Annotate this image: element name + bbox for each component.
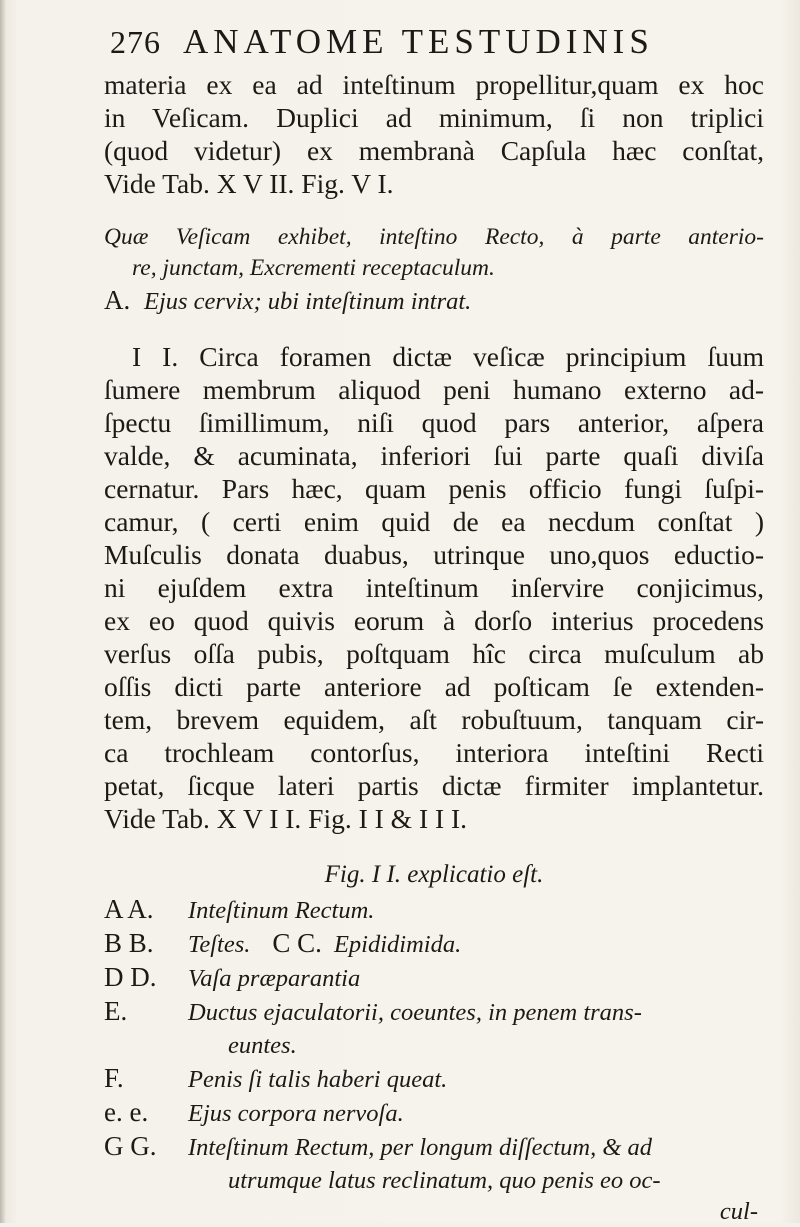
paragraph-continuation xyxy=(104,68,764,200)
text-line: Vide Tab. X V II. Fig. V I. xyxy=(104,168,394,199)
legend-entry xyxy=(104,995,764,1029)
text-line: Vide Tab. X V I I. Fig. I I & I I I. xyxy=(104,803,468,834)
text-line: ſpectu ſimillimum, niſi quod pars anterior, aſpera xyxy=(104,407,764,438)
legend-text: Teſtes. xyxy=(188,931,251,958)
text-line: camur, ( certi enim quid de ea necdum conſtat ) xyxy=(104,506,764,537)
legend-key: e. e. xyxy=(104,1097,149,1127)
paragraph-ii xyxy=(104,340,764,835)
text-line: materia ex ea ad inteſtinum propellitur,quam ex hoc xyxy=(104,69,764,100)
legend-text: Epididimida. xyxy=(333,931,462,958)
legend-text: Inteſtinum Rectum, per longum diſſectum, & ad xyxy=(188,1134,653,1161)
text-line: valde, & acuminata, inferiori ſui parte quaſi diviſa xyxy=(104,440,764,471)
text-line: I I. Circa foramen dictæ veſicæ principium ſuum xyxy=(132,341,764,372)
legend-entry xyxy=(104,961,764,995)
legend-key: E. xyxy=(104,996,128,1026)
page-body xyxy=(104,68,764,1227)
legend-text: Inteſtinum Rectum. xyxy=(188,897,375,924)
text-line: (quod videtur) ex membranà Capſula hæc conſtat, xyxy=(104,135,764,166)
legend-entry xyxy=(104,284,764,318)
legend-key: C C. xyxy=(272,928,322,958)
caption-line: re, junctam, Excrementi receptaculum. xyxy=(132,255,495,281)
legend-entry xyxy=(104,927,764,961)
text-line: oſſis dicti parte anteriore ad poſticam ſe extenden- xyxy=(104,671,764,702)
legend-text: Vaſa præparantia xyxy=(188,965,361,992)
legend-text: Penis ſi talis haberi queat. xyxy=(188,1066,448,1093)
text-line: tem, brevem equidem, aſt robuſtuum, tanquam cir- xyxy=(104,704,764,735)
text-line: Muſculis donata duabus, utrinque uno,quos eductio- xyxy=(104,539,764,570)
legend-key: F. xyxy=(104,1063,124,1093)
caption-line: Quæ Veſicam exhibet, inteſtino Recto, à parte anterio- xyxy=(104,224,764,250)
text-line: ni ejuſdem extra inteſtinum inſervire conjicimus, xyxy=(104,572,764,603)
legend-entry xyxy=(104,1130,764,1164)
running-title: ANATOME TESTUDINIS xyxy=(183,22,654,61)
page-number: 276 xyxy=(110,24,161,60)
text-line: in Veſicam. Duplici ad minimum, ſi non triplici xyxy=(104,102,764,133)
text-line: ſumere membrum aliquod peni humano externo ad- xyxy=(104,374,764,405)
legend-key: D D. xyxy=(104,962,157,992)
text-line: petat, ſicque lateri partis dictæ firmiter implantetur. xyxy=(104,770,764,801)
figure-legend xyxy=(104,893,764,1197)
catchword: cul- xyxy=(719,1198,758,1225)
legend-key: A A. xyxy=(104,894,154,924)
legend-entry xyxy=(104,893,764,927)
legend-key: B B. xyxy=(104,928,154,958)
legend-continuation: utrumque latus reclinatum, quo penis eo oc- xyxy=(228,1167,661,1194)
text-line: cernatur. Pars hæc, quam penis officio fungi ſuſpi- xyxy=(104,473,764,504)
legend-continuation: euntes. xyxy=(228,1032,297,1059)
text-line: ex eo quod quivis eorum à dorſo interius procedens xyxy=(104,605,764,636)
text-line: ca trochleam contorſus, interiora inteſtini Recti xyxy=(104,737,764,768)
legend-key: A. xyxy=(104,285,131,315)
legend-key: G G. xyxy=(104,1131,157,1161)
legend-text: Ductus ejaculatorii, coeuntes, in penem trans- xyxy=(188,999,642,1026)
text-line: verſus oſſa pubis, poſtquam hîc circa muſculum ab xyxy=(104,638,764,669)
figure-heading: Fig. I I. explicatio eſt. xyxy=(324,861,544,888)
legend-text: Ejus corpora nervoſa. xyxy=(188,1100,404,1127)
legend-text: Ejus cervix; ubi inteſtinum intrat. xyxy=(144,288,472,315)
running-head xyxy=(110,22,770,72)
legend-entry xyxy=(104,1096,764,1130)
legend-entry xyxy=(104,1062,764,1096)
figure-caption xyxy=(104,222,764,284)
page-gutter-shadow xyxy=(0,0,6,1223)
